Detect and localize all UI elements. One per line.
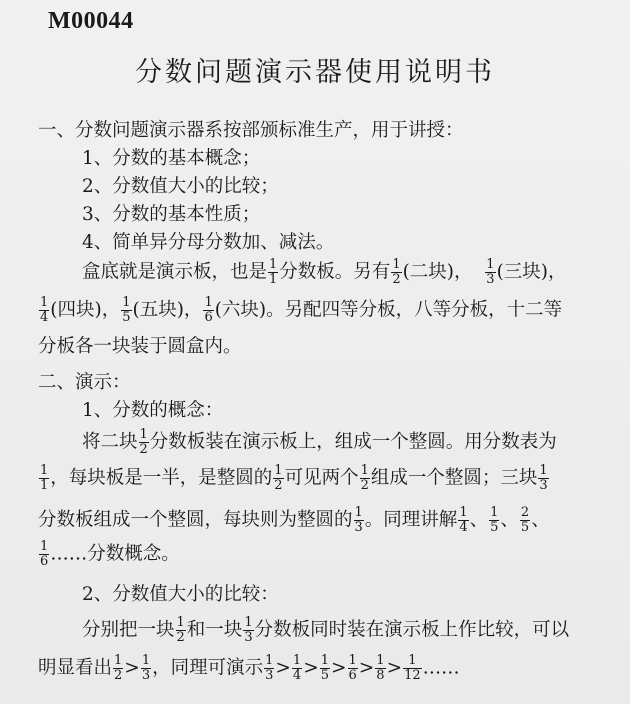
product-code: M00044 (48, 8, 134, 34)
list-item: 4、简单异分母分数加、减法。 (82, 232, 335, 253)
text-run: ，每块板是一半，是整圆的 (50, 467, 273, 489)
text-run: (六块)。另配四等分板，八等分板，十二等 (214, 299, 563, 321)
denominator: 3 (354, 520, 363, 536)
text-run: ，同理可演示 (152, 657, 264, 679)
text-run: 。同理讲解 (364, 509, 458, 531)
denominator: 1 (40, 478, 49, 494)
fraction (354, 506, 364, 535)
fraction (273, 464, 283, 493)
numerator: 1 (539, 463, 548, 478)
numerator: 1 (40, 463, 49, 478)
denominator: 4 (40, 310, 49, 326)
fraction (121, 296, 131, 325)
paragraph-line (82, 258, 600, 287)
numerator: 1 (360, 463, 369, 478)
fraction (403, 654, 422, 683)
numerator: 1 (459, 505, 468, 520)
numerator: 1 (490, 505, 499, 520)
text-run: (三块)， (496, 261, 567, 283)
denominator: 8 (376, 668, 385, 684)
paragraph-line (82, 616, 600, 645)
denominator: 3 (244, 630, 253, 646)
denominator: 1 (269, 272, 278, 288)
text-run: 分数板装在演示板上，组成一个整圆。用分数表为 (149, 431, 557, 453)
denominator: 5 (490, 520, 499, 536)
fraction (360, 464, 370, 493)
text-run: > (386, 657, 403, 679)
denominator: 3 (141, 668, 151, 684)
text-run: 分数板同时装在演示板上作比较，可以 (254, 619, 570, 641)
fraction (39, 464, 49, 493)
section1-heading: 一、分数问题演示器系按部颁标准生产，用于讲授： (38, 120, 464, 141)
numerator: 1 (403, 654, 422, 669)
subsection-heading: 2、分数值大小的比较： (82, 584, 279, 605)
denominator: 2 (274, 478, 283, 494)
denominator: 6 (204, 310, 213, 326)
numerator: 1 (40, 539, 49, 554)
text-run: 分数板组成一个整圆，每块则为整圆的 (38, 509, 353, 531)
denominator: 6 (348, 668, 357, 684)
fraction (348, 654, 358, 683)
list-item: 2、分数值大小的比较； (82, 176, 279, 197)
list-item: 3、分数的基本性质； (82, 204, 261, 225)
numerator: 1 (269, 257, 278, 272)
text-run: 可见两个 (284, 467, 359, 489)
text-run: ……分数概念。 (50, 543, 180, 565)
fraction (375, 654, 385, 683)
text-run: 、 (500, 509, 519, 531)
fraction (264, 654, 274, 683)
denominator: 2 (360, 478, 369, 494)
denominator: 5 (320, 668, 329, 684)
fraction (520, 506, 530, 535)
text-run: 盒底就是演示板，也是 (82, 261, 268, 283)
paragraph-line (38, 506, 600, 535)
text-run: 、 (531, 509, 550, 531)
fraction (268, 258, 278, 287)
fraction (538, 464, 548, 493)
paragraph-line (38, 654, 600, 683)
fraction (391, 258, 401, 287)
text-run: > (358, 657, 375, 679)
numerator: 1 (176, 615, 185, 630)
denominator: 3 (265, 668, 274, 684)
numerator: 1 (348, 653, 357, 668)
paragraph-line: 分板各一块装于圆盒内。 (38, 336, 242, 357)
text-run: 组成一个整圆；三块 (370, 467, 538, 489)
denominator: 3 (486, 272, 495, 288)
denominator: 5 (520, 520, 530, 536)
fraction (243, 616, 253, 645)
numerator: 2 (520, 505, 530, 520)
numerator: 1 (376, 653, 385, 668)
text-run: 明显看出 (38, 657, 113, 679)
fraction (139, 428, 149, 457)
text-run: 和一块 (186, 619, 243, 641)
text-run: (二块)， (402, 261, 473, 283)
fraction (113, 654, 123, 683)
denominator: 5 (122, 310, 131, 326)
denominator: 2 (139, 442, 148, 458)
fraction (458, 506, 468, 535)
numerator: 1 (486, 257, 495, 272)
fraction (489, 506, 499, 535)
paragraph-line (38, 296, 600, 325)
denominator: 12 (404, 668, 421, 684)
denominator: 4 (292, 668, 302, 684)
numerator: 1 (204, 295, 213, 310)
denominator: 3 (539, 478, 548, 494)
text-run: > (330, 657, 347, 679)
denominator: 2 (176, 630, 185, 646)
numerator: 1 (141, 653, 151, 668)
text-run: > (124, 657, 140, 679)
numerator: 1 (40, 295, 49, 310)
denominator: 2 (114, 668, 123, 684)
text-run: > (303, 657, 319, 679)
paragraph-line (82, 428, 600, 457)
list-item: 1、分数的基本概念； (82, 148, 261, 169)
fraction (39, 296, 49, 325)
numerator: 1 (292, 653, 302, 668)
fraction (320, 654, 330, 683)
text-run: 分数板。另有 (279, 261, 391, 283)
numerator: 1 (354, 505, 363, 520)
text-run: 分别把一块 (82, 619, 175, 641)
paragraph-line (38, 464, 600, 493)
numerator: 1 (392, 257, 401, 272)
numerator: 1 (274, 463, 283, 478)
fraction (39, 540, 49, 569)
text-run: 、 (469, 509, 489, 531)
numerator: 1 (244, 615, 253, 630)
numerator: 1 (114, 653, 123, 668)
text-run: (五块)， (132, 299, 203, 321)
text-run: 将二块 (82, 431, 138, 453)
fraction (203, 296, 213, 325)
denominator: 2 (392, 272, 401, 288)
page-title: 分数问题演示器使用说明书 (135, 57, 495, 88)
numerator: 1 (139, 427, 148, 442)
fraction (485, 258, 495, 287)
text-run: …… (422, 657, 460, 679)
text-run: > (275, 657, 291, 679)
fraction (292, 654, 302, 683)
fraction (141, 654, 151, 683)
denominator: 4 (459, 520, 468, 536)
text-run: (四块)， (50, 299, 121, 321)
numerator: 1 (320, 653, 329, 668)
denominator: 6 (40, 554, 49, 570)
section2-heading: 二、演示： (38, 372, 131, 393)
numerator: 1 (265, 653, 274, 668)
numerator: 1 (122, 295, 131, 310)
paragraph-line (38, 540, 600, 569)
subsection-heading: 1、分数的概念： (82, 400, 224, 421)
fraction (176, 616, 186, 645)
